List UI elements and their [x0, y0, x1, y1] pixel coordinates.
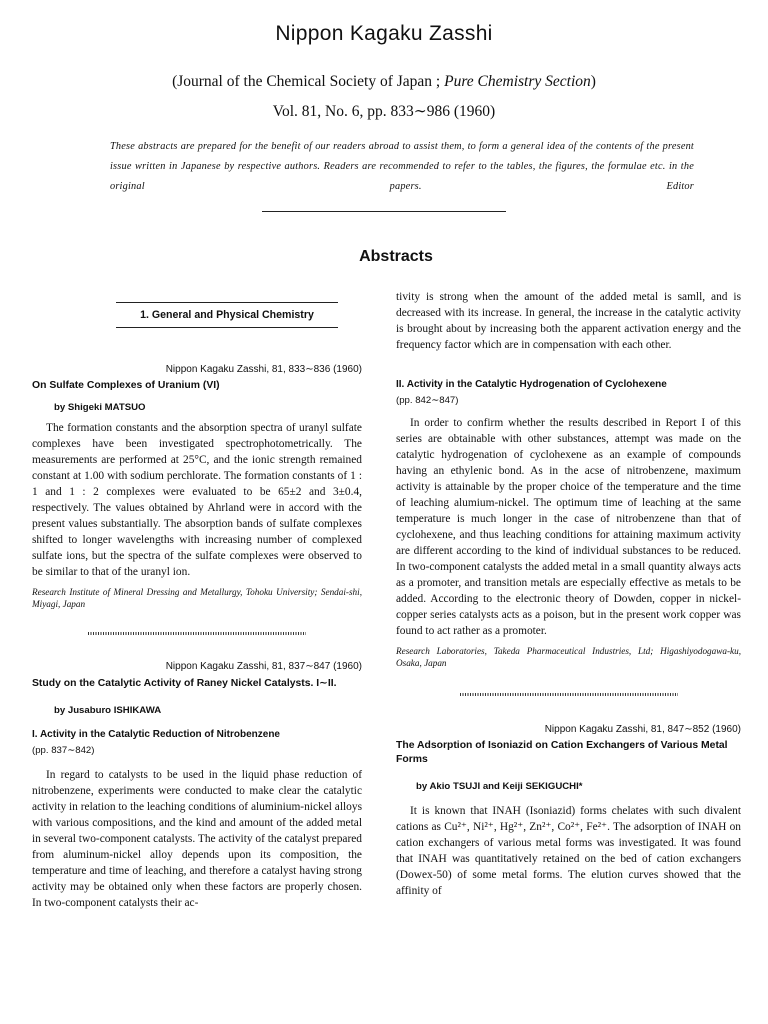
part-heading: I. Activity in the Catalytic Reduction of Nitrobenzene [32, 729, 280, 740]
header-divider [262, 211, 506, 212]
citation: Nippon Kagaku Zasshi, 81, 847∼852 (1960) [544, 724, 741, 735]
citation: Nippon Kagaku Zasshi, 81, 837∼847 (1960) [165, 661, 362, 672]
article-separator [460, 693, 678, 696]
left-column [32, 298, 362, 911]
section-box [116, 302, 338, 328]
section-heading: 1. General and Physical Chemistry [140, 309, 314, 321]
author-byline: by Akio TSUJI and Keiji SEKIGUCHI* [416, 781, 583, 792]
article-title: The Adsorption of Isoniazid on Cation Exchangers of Various Metal Forms [396, 740, 728, 765]
affiliation: Research Laboratories, Takeda Pharmaceutical Industries, Ltd; Higashiyodogawa-ku, Osaka, Japan [396, 646, 741, 668]
subtitle-plain: (Journal of the Chemical Society of Japan ; [172, 73, 445, 90]
intro-note: These abstracts are prepared for the benefit of our readers abroad to assist them, to form a general idea of the contents of the present issue written in Japanese by respective authors. Readers are recommended to refer to the tables, the figures, the formulae etc. in the original papers. Editor [110, 141, 694, 192]
abstracts-heading: Abstracts [359, 248, 433, 265]
abstract-body-continued: tivity is strong when the amount of the added metal is samll, and is decreased with its increase. In general, the increase in the catalytic activity is brought about by increasing both the apparent activation energy and the frequency factor which are in compensation with each other. [396, 291, 741, 351]
right-column [396, 289, 741, 899]
affiliation: Research Institute of Mineral Dressing and Metallurgy, Tohoku University; Sendai-shi, Miyagi, Japan [32, 587, 362, 609]
article-title: Study on the Catalytic Activity of Raney Nickel Catalysts. I∼II. [32, 678, 337, 689]
journal-title: Nippon Kagaku Zasshi [275, 22, 493, 45]
abstract-body: The formation constants and the absorption spectra of uranyl sulfate complexes have been investigated spectrophotometrically. The measurements are performed at 25°C, and the ionic strength remained constant at 1.00 with sodium perchlorate. The formation constants of 1 : 1 and 1 : 2 complexes were evaluated to be 65±2 and 3±0.4, respectively. The values obtained by Ahrland were in accord with the present values substantially. The absorption bands of sulfate complexes shifted to longer wavelengths with increasing number of complexed sulfate ions, but the spectra of the sulfate complexes were observed to be similar to that of the uranyl ion. [32, 422, 362, 578]
part-heading: II. Activity in the Catalytic Hydrogenation of Cyclohexene [396, 379, 667, 390]
abstract-body: It is known that INAH (Isoniazid) forms chelates with such divalent cations as Cu²⁺, Ni²⁺, Hg²⁺, Zn²⁺, Co²⁺, Fe²⁺. The adsorption of INAH on cation exchangers of various metal forms was investigated. It was found that INAH was quantitatively retained on the bed of cation exchangers (Dowex-50) of some metal forms. The elution curves showed that the affinity of [396, 805, 741, 897]
abstract-body: In order to confirm whether the results described in Report I of this series are obtainable with other substances, attempt was made on the catalytic hydrogenation of cyclohexene as an example of compounds having an ethylenic bond. As in the acse of nitrobenzene, maximum activity is attainable by the proper choice of the temperature and the time of leaching alumium-nickel. The optimum time of leaching at the same temperature is much longer in the case of nitrobenzene than that of cyclohexene, and thus leaching conditions for attaining maximum activity are different according to the kind of individual substances to be reduced. In two-component catalysts the added metal in a small quantity always acts as a promoter, and transition metals are especially effective as metals to be added. According to the electronic theory of Dowden, copper in nickel-copper series catalysts acts as a poison, but in the present work copper was found to act rather as a promoter. [396, 417, 741, 637]
subtitle-close: ) [590, 73, 596, 90]
journal-subtitle [0, 73, 768, 91]
author-byline: by Jusaburo ISHIKAWA [54, 705, 162, 716]
article-separator [88, 632, 306, 635]
page-range: (pp. 837∼842) [32, 745, 95, 756]
author-byline: by Shigeki MATSUO [54, 402, 146, 413]
citation: Nippon Kagaku Zasshi, 81, 833∼836 (1960) [165, 364, 362, 375]
journal-volume: Vol. 81, No. 6, pp. 833∼986 (1960) [272, 103, 496, 120]
subtitle-italic: Pure Chemistry Section [444, 73, 591, 90]
page-range: (pp. 842∼847) [396, 395, 459, 406]
abstract-body: In regard to catalysts to be used in the liquid phase reduction of nitrobenzene, experiments were conducted to make clear the catalytic activity in relation to the leaching conditions of aluminium-nickel alloys with various compositions, and the kind and amount of the added metal in several two-component catalysts. The activity of the catalyst prepared from aluminum-nickel alloy depends upon its composition, the temperature and time of leaching, and therefore a catalyst having strong activity may be obtained only when these factors are properly chosen. In two-component catalysts their ac- [32, 769, 363, 909]
article-title: On Sulfate Complexes of Uranium (VI) [32, 380, 220, 391]
